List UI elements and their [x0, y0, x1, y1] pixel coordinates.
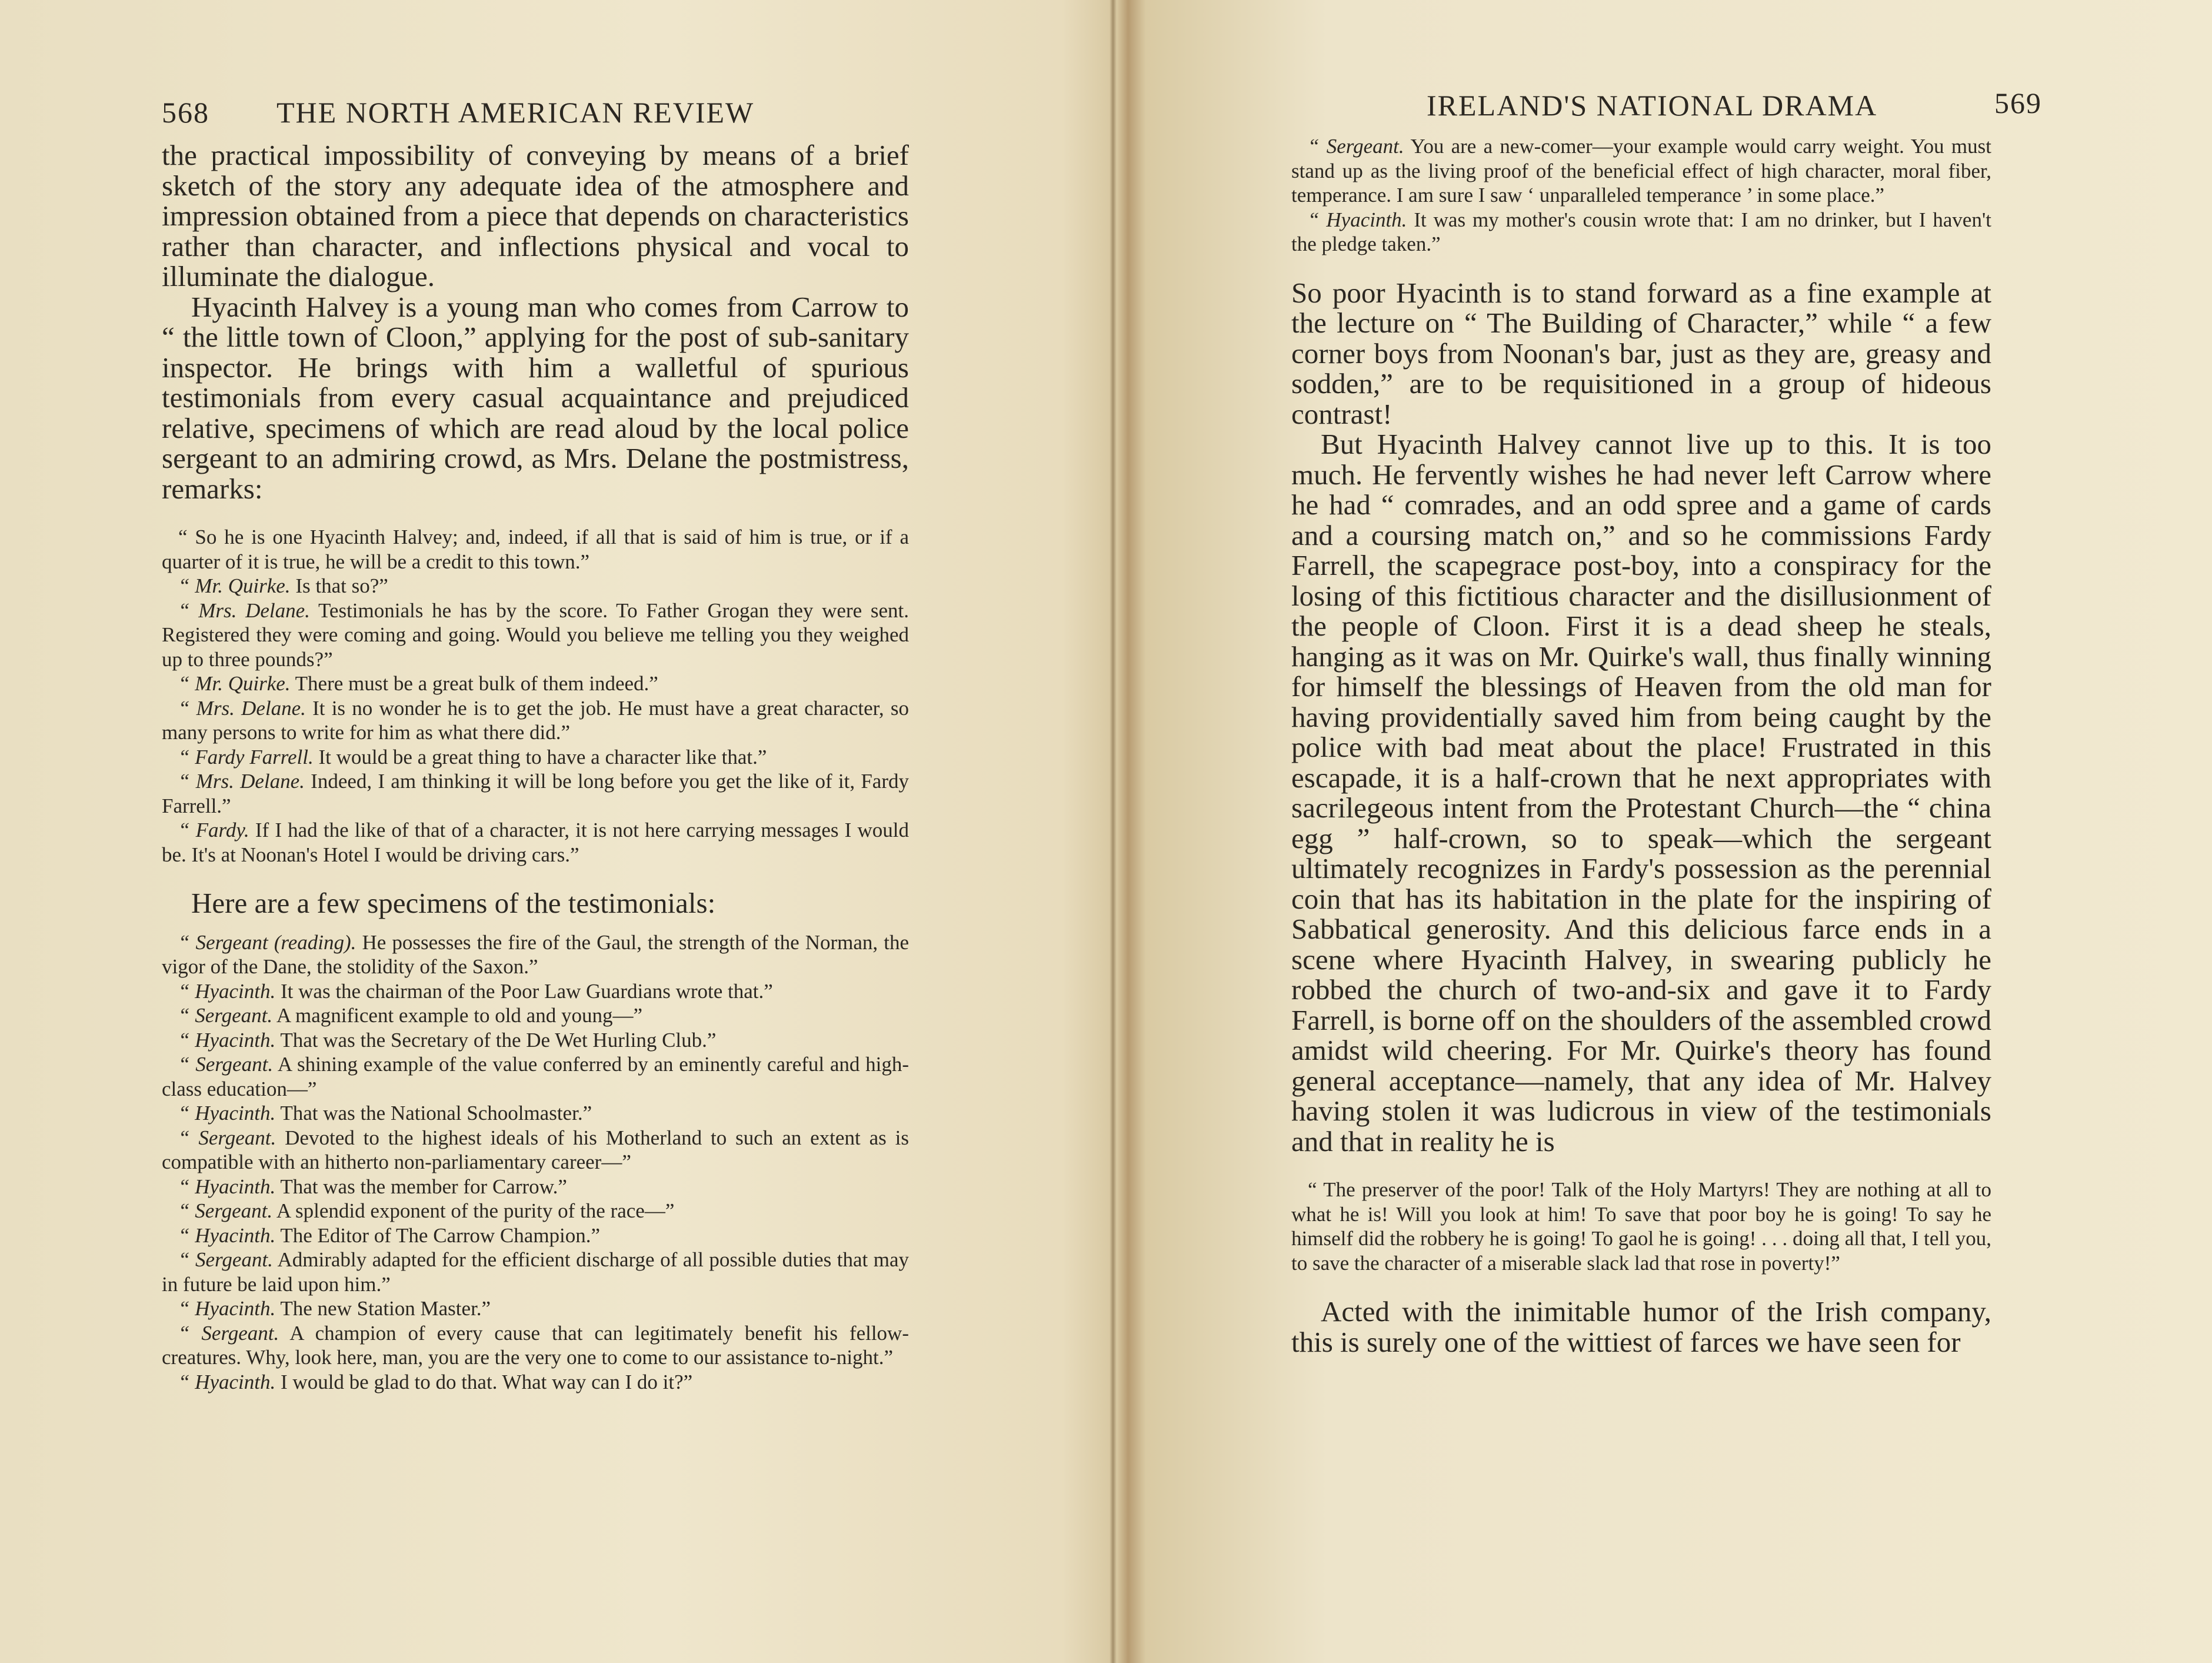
dialogue-quote — [162, 525, 909, 867]
speaker: “ Sergeant. — [178, 1004, 273, 1027]
running-head: THE NORTH AMERICAN REVIEW — [276, 96, 755, 129]
quote-line: “ Sergeant. A shining example of the value conferred by an eminently careful and high-class education—” — [162, 1053, 909, 1100]
quote-line: “ Mrs. Delane. Indeed, I am thinking it will be long before you get the like of it, Fardy Farrell.” — [162, 770, 910, 817]
running-head: IRELAND'S NATIONAL DRAMA — [1427, 89, 1878, 122]
paragraph: Acted with the inimitable humor of the Irish company, this is surely one of the wittiest of farces we have seen for — [1291, 1295, 1991, 1358]
dialogue-quote — [1291, 134, 1991, 257]
quote-line: “ The preserver of the poor! Talk of the Holy Martyrs! They are nothing at all to what he is! Will you look at him! To save that poor boy he is going! To say he himself did the robbery he is going! To gaol he is going! . . . doing all that, I tell you, to save the character of a miserable slack lad that rose in poverty!” — [1291, 1178, 1991, 1275]
quote-line: “ Mrs. Delane. It is no wonder he is to get the job. He must have a great character, so many persons to write for him as what there did.” — [162, 696, 909, 744]
closing-quote — [1291, 1178, 1991, 1275]
speaker: “ Sergeant. — [178, 1199, 273, 1222]
paragraph: Hyacinth Halvey is a young man who comes from Carrow to “ the little town of Cloon,” applying for the post of sub-sanitary inspector. He brings with him a walletful of spurious testimonials from every casual acquaintance and prejudiced relative, specimens of which are read aloud by the local police sergeant to an admiring crowd, as Mrs. Delane the postmistress, remarks: — [162, 290, 909, 505]
speaker: “ Sergeant. — [1308, 135, 1404, 158]
quote-line: “ Hyacinth. I would be glad to do that. What way can I do it?” — [178, 1370, 693, 1393]
quote-line: “ Sergeant. Devoted to the highest ideals of his Motherland to such an extent as is compatible with an hitherto non-parliamentary career—” — [162, 1126, 909, 1173]
quote-line: “ Hyacinth. It was the chairman of the Poor Law Guardians wrote that.” — [178, 979, 773, 1003]
speaker: “ Sergeant. — [178, 1126, 276, 1149]
paragraph: But Hyacinth Halvey cannot live up to this. It is too much. He fervently wishes he had never left Carrow where he had “ comrades, and an odd spree and a game of cards and a coursing match on,” and so he commissions Fardy Farrell, the scapegrace post-boy, into a conspiracy for the losing of this fictitious character and the disillusionment of the people of Cloon. First it is a dead sheep he steals, hanging as it was on Mr. Quirke's wall, thus finally winning for himself the blessings of Heaven from the old man for having providentially saved him from being caught by the police with bad meat about the place! Frustrated in this escapade, it is a half-crown that he next appropriates with sacrilegeous intent from the Protestant Church—the “ china egg ” half-crown, so to speak—which the sergeant ultimately recognizes in Fardy's possession as the perennial coin that has its habitation in the plate for the inspiring of Sabbatical generosity. And this delicious farce ends in a scene where Hyacinth Halvey, in swearing publicly he robbed the church of two-and-six and gave it to Fardy Farrell, is borne off on the shoulders of the assembled crowd amidst wild cheering. For Mr. Quirke's theory has found general acceptance—namely, that any idea of Mr. Halvey having stolen it was ludicrous in view of the testimonials and that in reality he is — [1291, 428, 1991, 1158]
quote-line: “ Sergeant. A champion of every cause that can legitimately benefit his fellow-creatures. Why, look here, man, you are the very one to come to our assistance to-night.” — [162, 1321, 909, 1369]
quote-line: “ Mrs. Delane. Testimonials he has by the score. To Father Grogan they were sent. Registered they were coming and going. Would you believe me telling you they weighed up to three pounds?” — [162, 598, 909, 671]
quote-line: “ Sergeant. A splendid exponent of the purity of the race—” — [178, 1199, 675, 1222]
speaker: “ Mr. Quirke. — [178, 574, 291, 597]
quote-line: “ Hyacinth. The Editor of The Carrow Champion.” — [178, 1223, 601, 1247]
speaker: “ Mr. Quirke. — [178, 672, 291, 695]
paragraph: Here are a few specimens of the testimonials: — [191, 887, 716, 919]
body-text — [1291, 278, 1991, 1157]
speaker: “ Mrs. Delane. — [178, 598, 310, 622]
speaker: “ Sergeant. — [178, 1053, 274, 1076]
quote-line: “ Hyacinth. That was the National Schoolmaster.” — [178, 1102, 592, 1125]
paragraph: So poor Hyacinth is to stand forward as a fine example at the lecture on “ The Building of Character,” while “ a few corner boys from Noonan's bar, just as they are, greasy and sodden,” are to be requisitioned in a group of hideous contrast! — [1291, 276, 1991, 430]
page-number: 569 — [1994, 87, 2042, 119]
quote-line: “ So he is one Hyacinth Halvey; and, indeed, if all that is said of him is true, or if a quarter of it is true, he will be a credit to this town.” — [162, 525, 909, 573]
speaker: “ Hyacinth. — [178, 979, 276, 1003]
quote-line: “ Hyacinth. That was the Secretary of the De Wet Hurling Club.” — [178, 1028, 717, 1052]
quote-line: “ Sergeant. You are a new-comer—your example would carry weight. You must stand up as the living proof of the beneficial effect of high character, moral fiber, temperance. I am sure I saw ‘ unparalleled temperance ’ in some place.” — [1291, 135, 1991, 207]
speaker: “ Sergeant (reading). — [178, 930, 357, 954]
book-gutter — [1110, 0, 1117, 1663]
body-text — [1291, 1296, 1991, 1357]
speaker: “ Hyacinth. — [178, 1102, 276, 1125]
left-column — [162, 140, 909, 1394]
page-number: 568 — [162, 96, 209, 129]
speaker: “ Fardy. — [178, 819, 249, 842]
quote-line: “ Hyacinth. It was my mother's cousin wrote that: I am no drinker, but I haven't the pledge taken.” — [1291, 208, 1992, 255]
speaker: “ Hyacinth. — [178, 1028, 276, 1052]
quote-line: “ Mr. Quirke. There must be a great bulk of them indeed.” — [178, 672, 658, 695]
quote-line: “ Hyacinth. That was the member for Carrow.” — [178, 1175, 567, 1198]
body-text — [162, 888, 909, 919]
speaker: “ Mrs. Delane. — [178, 696, 306, 720]
testimonials-quote — [162, 930, 909, 1395]
speaker: “ Mrs. Delane. — [178, 770, 305, 793]
paragraph: the practical impossibility of conveying by means of a brief sketch of the story any adequate idea of the atmosphere and impression obtained from a piece that depends on characteristics rather than character, and inflections physical and vocal to illuminate the dialogue. — [162, 139, 909, 292]
quote-line: “ Fardy Farrell. It would be a great thing to have a character like that.” — [178, 745, 767, 769]
quote-line: “ Mr. Quirke. Is that so?” — [178, 574, 388, 597]
speaker: “ Hyacinth. — [178, 1370, 276, 1393]
quote-line: “ Sergeant. Admirably adapted for the efficient discharge of all possible duties that may in future be laid upon him.” — [162, 1248, 909, 1296]
speaker: “ Sergeant. — [178, 1321, 279, 1345]
body-text — [162, 140, 909, 504]
speaker: “ Hyacinth. — [1308, 208, 1407, 231]
speaker: “ Hyacinth. — [178, 1297, 276, 1320]
quote-line: “ Sergeant. A magnificent example to old and young—” — [178, 1004, 642, 1027]
speaker: “ Hyacinth. — [178, 1175, 276, 1198]
quote-line: “ Hyacinth. The new Station Master.” — [178, 1297, 491, 1320]
quote-line: “ Sergeant (reading). He possesses the fire of the Gaul, the strength of the Norman, the vigor of the Dane, the stolidity of the Saxon.” — [162, 930, 909, 978]
speaker: “ Hyacinth. — [178, 1223, 276, 1247]
speaker: “ Fardy Farrell. — [178, 745, 314, 769]
speaker: “ Sergeant. — [178, 1248, 273, 1271]
quote-line: “ Fardy. If I had the like of that of a character, it is not here carrying messages I would be. It's at Noonan's Hotel I would be driving cars.” — [162, 819, 909, 866]
right-page — [1118, 0, 2212, 1663]
right-column — [1291, 134, 1991, 1357]
